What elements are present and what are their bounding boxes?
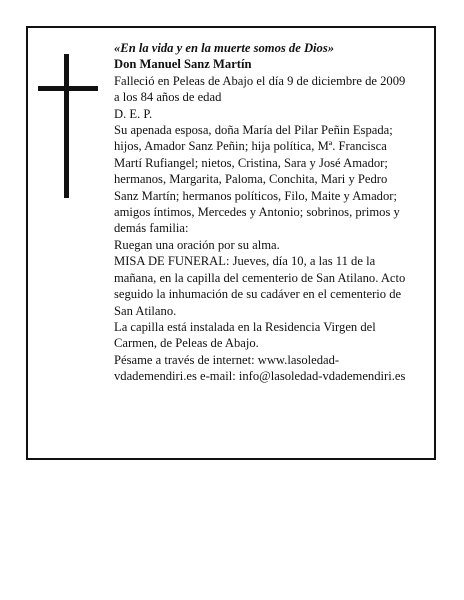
cross-vertical-bar — [64, 54, 69, 198]
cross-horizontal-bar — [38, 86, 98, 91]
motto: «En la vida y en la muerte somos de Dios» — [114, 41, 335, 55]
deceased-name: Don Manuel Sanz Martín — [114, 57, 252, 72]
family-list: Su apenada esposa, doña María del Pilar Peñin Espada; hijos, Amador Sanz Peñin; hija política, Mª. Francisca Martí Rufiangel; nietos, Cristina, Sara y José Amador; hermanos, Margarita, Paloma, Conchita, Mari y Pedro Sanz Martín; hermanos políticos, Filo, Maite y Amador; amigos íntimos, Mercedes y Antonio; sobrinos, primos y demás familia: — [114, 123, 400, 236]
condolences-info: Pésame a través de internet: www.lasoledad-vdademendiri.es e-mail: info@lasoledad-vdademendiri.es — [114, 352, 406, 384]
funeral-info: MISA DE FUNERAL: Jueves, día 10, a las 11 de la mañana, en la capilla del cementerio de San Atilano. Acto seguido la inhumación de su cadáver en el cementerio de San Atilano. — [114, 254, 406, 318]
cross-icon — [38, 54, 98, 198]
chapel-info: La capilla está instalada en la Residencia Virgen del Carmen, de Peleas de Abajo. — [114, 319, 376, 351]
prayer-request: Ruegan una oración por su alma. — [114, 237, 280, 252]
rip-text: D. E. P. — [114, 106, 153, 121]
notice-text — [114, 40, 410, 385]
death-info: Falleció en Peleas de Abajo el día 9 de diciembre de 2009 a los 84 años de edad — [114, 73, 406, 105]
